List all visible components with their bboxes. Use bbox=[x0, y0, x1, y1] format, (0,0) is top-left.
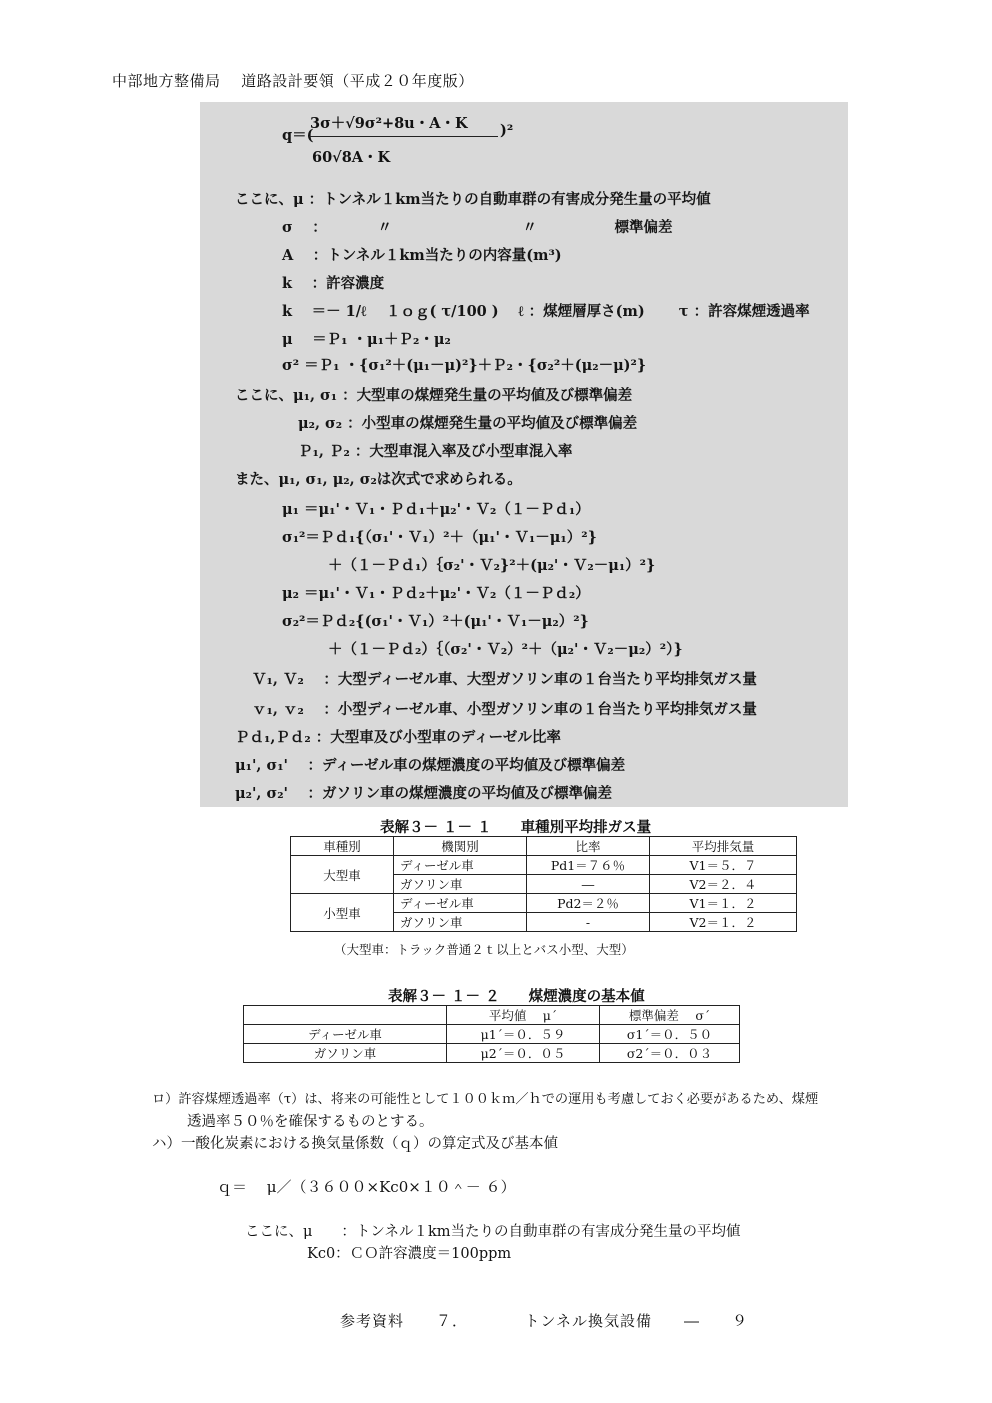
page-header: 中部地方整備局 道路設計要領（平成２０年度版） bbox=[112, 72, 474, 90]
def-line: Ｖ₁, Ｖ₂ ：大型ディーゼル車、大型ガソリン車の１台当たり平均排気ガス量 bbox=[252, 671, 757, 688]
table-cell: μ1´＝０．５９ bbox=[447, 1025, 600, 1044]
def-line: また、μ₁, σ₁, μ₂, σ₂は次式で求められる。 bbox=[235, 471, 522, 488]
table-cell: Pd1＝７６％ bbox=[527, 856, 650, 875]
table-header-cell bbox=[244, 1006, 447, 1025]
def-line: μ₁', σ₁' ：ディーゼル車の煤煙濃度の平均値及び標準偏差 bbox=[235, 757, 626, 774]
table-row bbox=[291, 856, 797, 875]
table1-note: （大型車：トラック普通２ｔ以上とバス小型、大型） bbox=[334, 942, 634, 957]
fraction-bar bbox=[308, 136, 498, 137]
definition-kc0: Kc0：ＣＯ許容濃度＝100ppm bbox=[307, 1246, 512, 1262]
def-line: σ₂²＝Ｐｄ₂{(σ₁'・Ｖ₁）²＋(μ₁'・Ｖ₁－μ₂）²} bbox=[282, 613, 589, 630]
def-line: ここに、μ₁, σ₁ ：大型車の煤煙発生量の平均値及び標準偏差 bbox=[235, 387, 633, 404]
table-row bbox=[291, 894, 797, 913]
table-header-cell: 比率 bbox=[527, 837, 650, 856]
table-cell: Pd2＝２％ bbox=[527, 894, 650, 913]
paragraph-ro-line2: 透過率５０％を確保するものとする。 bbox=[187, 1114, 434, 1130]
table-cell: σ1´＝０．５０ bbox=[600, 1025, 740, 1044]
table-cell: 小型車 bbox=[291, 894, 394, 932]
co-formula: ｑ＝ μ／（３６００×Kc0×１０＾－ ６） bbox=[217, 1178, 516, 1196]
table-cell: μ2´＝０．０５ bbox=[447, 1044, 600, 1063]
table-cell: ディーゼル車 bbox=[394, 856, 527, 875]
paragraph-ro-line1: ロ）許容煤煙透過率（τ）は、将来の可能性として１００ｋｍ／ｈでの運用も考慮しておく必要があるため、煤煙 bbox=[152, 1092, 819, 1107]
paragraph-ha: ハ）一酸化炭素における換気量係数（ｑ）の算定式及び基本値 bbox=[152, 1136, 558, 1152]
table2-caption: 表解３－ １－ ２ 煤煙濃度の基本値 bbox=[388, 988, 645, 1005]
def-line: σ₁²＝Ｐｄ₁{（σ₁'・Ｖ₁）²＋（μ₁'・Ｖ₁－μ₁）²} bbox=[282, 529, 597, 546]
def-line: ここに、μ ：トンネル１km当たりの自動車群の有害成分発生量の平均値 bbox=[235, 191, 711, 208]
q-formula-exponent: )² bbox=[500, 122, 514, 139]
table-header-row bbox=[291, 837, 797, 856]
table1-caption: 表解３－ １－ １ 車種別平均排ガス量 bbox=[380, 819, 652, 836]
def-line: μ₁ ＝μ₁'・Ｖ₁・Ｐｄ₁＋μ₂'・Ｖ₂（１－Ｐｄ₁） bbox=[282, 501, 590, 518]
def-line: μ₂, σ₂ ：小型車の煤煙発生量の平均値及び標準偏差 bbox=[298, 415, 638, 432]
table-cell: σ2´＝０．０３ bbox=[600, 1044, 740, 1063]
table-cell: ディーゼル車 bbox=[244, 1025, 447, 1044]
table-cell: ディーゼル車 bbox=[394, 894, 527, 913]
table-cell: V1＝５．７ bbox=[650, 856, 797, 875]
def-line: μ₂', σ₂' ：ガソリン車の煤煙濃度の平均値及び標準偏差 bbox=[235, 785, 613, 802]
def-line: μ ＝Ｐ₁ ・μ₁＋Ｐ₂・μ₂ bbox=[282, 331, 451, 348]
def-line: k ：許容濃度 bbox=[282, 275, 385, 292]
table-cell: V2＝１．２ bbox=[650, 913, 797, 932]
table-row bbox=[244, 1044, 740, 1063]
def-line: σ² ＝Ｐ₁ ・{σ₁²＋(μ₁－μ)²}＋Ｐ₂・{σ₂²＋(μ₂－μ)²} bbox=[282, 357, 647, 374]
q-formula-numerator: 3σ＋√9σ²+8u・A・K bbox=[310, 115, 468, 132]
def-line: ＋（１－Ｐｄ₂）｛（σ₂'・Ｖ₂）²＋（μ₂'・Ｖ₂－μ₂）²）} bbox=[328, 641, 683, 658]
soot-concentration-table bbox=[243, 1005, 740, 1063]
table-cell: 大型車 bbox=[291, 856, 394, 894]
q-formula-denominator: 60√8A・K bbox=[312, 149, 391, 166]
table-cell: ガソリン車 bbox=[394, 875, 527, 894]
def-line: μ₂ ＝μ₁'・Ｖ₁・Ｐｄ₂＋μ₂'・Ｖ₂（１－Ｐｄ₂） bbox=[282, 585, 590, 602]
table-header-cell: 車種別 bbox=[291, 837, 394, 856]
def-line: A ：トンネル１km当たりの内容量(m³) bbox=[282, 247, 562, 264]
def-line: ｖ₁, ｖ₂ ：小型ディーゼル車、小型ガソリン車の１台当たり平均排気ガス量 bbox=[252, 701, 757, 718]
def-line: ＋（１－Ｐｄ₁）｛σ₂'・Ｖ₂}²＋(μ₂'・Ｖ₂－μ₁）²} bbox=[328, 557, 656, 574]
vehicle-exhaust-table bbox=[290, 836, 797, 932]
scanned-formula-image bbox=[200, 102, 848, 807]
table-header-cell: 標準偏差 σ´ bbox=[600, 1006, 740, 1025]
table-row bbox=[244, 1025, 740, 1044]
table-cell: ガソリン車 bbox=[394, 913, 527, 932]
table-cell: V2＝２．４ bbox=[650, 875, 797, 894]
table-header-cell: 平均排気量 bbox=[650, 837, 797, 856]
table-cell: ガソリン車 bbox=[244, 1044, 447, 1063]
table-cell: ― bbox=[527, 875, 650, 894]
table-header-cell: 平均値 μ´ bbox=[447, 1006, 600, 1025]
table-cell: - bbox=[527, 913, 650, 932]
def-line: Ｐｄ₁,Ｐｄ₂ ：大型車及び小型車のディーゼル比率 bbox=[235, 729, 561, 746]
def-line: σ ： 〃 〃 標準偏差 bbox=[282, 219, 673, 236]
q-formula-lhs: q＝( bbox=[282, 127, 314, 144]
def-line: k ＝－ 1/ℓ １ｏｇ( τ/100 ) ℓ ：煤煙層厚さ(m) τ ：許容煤煙透過率 bbox=[282, 303, 810, 320]
table-header-cell: 機関別 bbox=[394, 837, 527, 856]
table-header-row bbox=[244, 1006, 740, 1025]
page-footer: 参考資料 ７． トンネル換気設備 ― ９ bbox=[340, 1312, 749, 1330]
definition-mu: ここに、μ ：トンネル１km当たりの自動車群の有害成分発生量の平均値 bbox=[245, 1224, 741, 1240]
def-line: Ｐ₁, Ｐ₂ ：大型車混入率及び小型車混入率 bbox=[298, 443, 573, 460]
table-cell: V1＝１．２ bbox=[650, 894, 797, 913]
